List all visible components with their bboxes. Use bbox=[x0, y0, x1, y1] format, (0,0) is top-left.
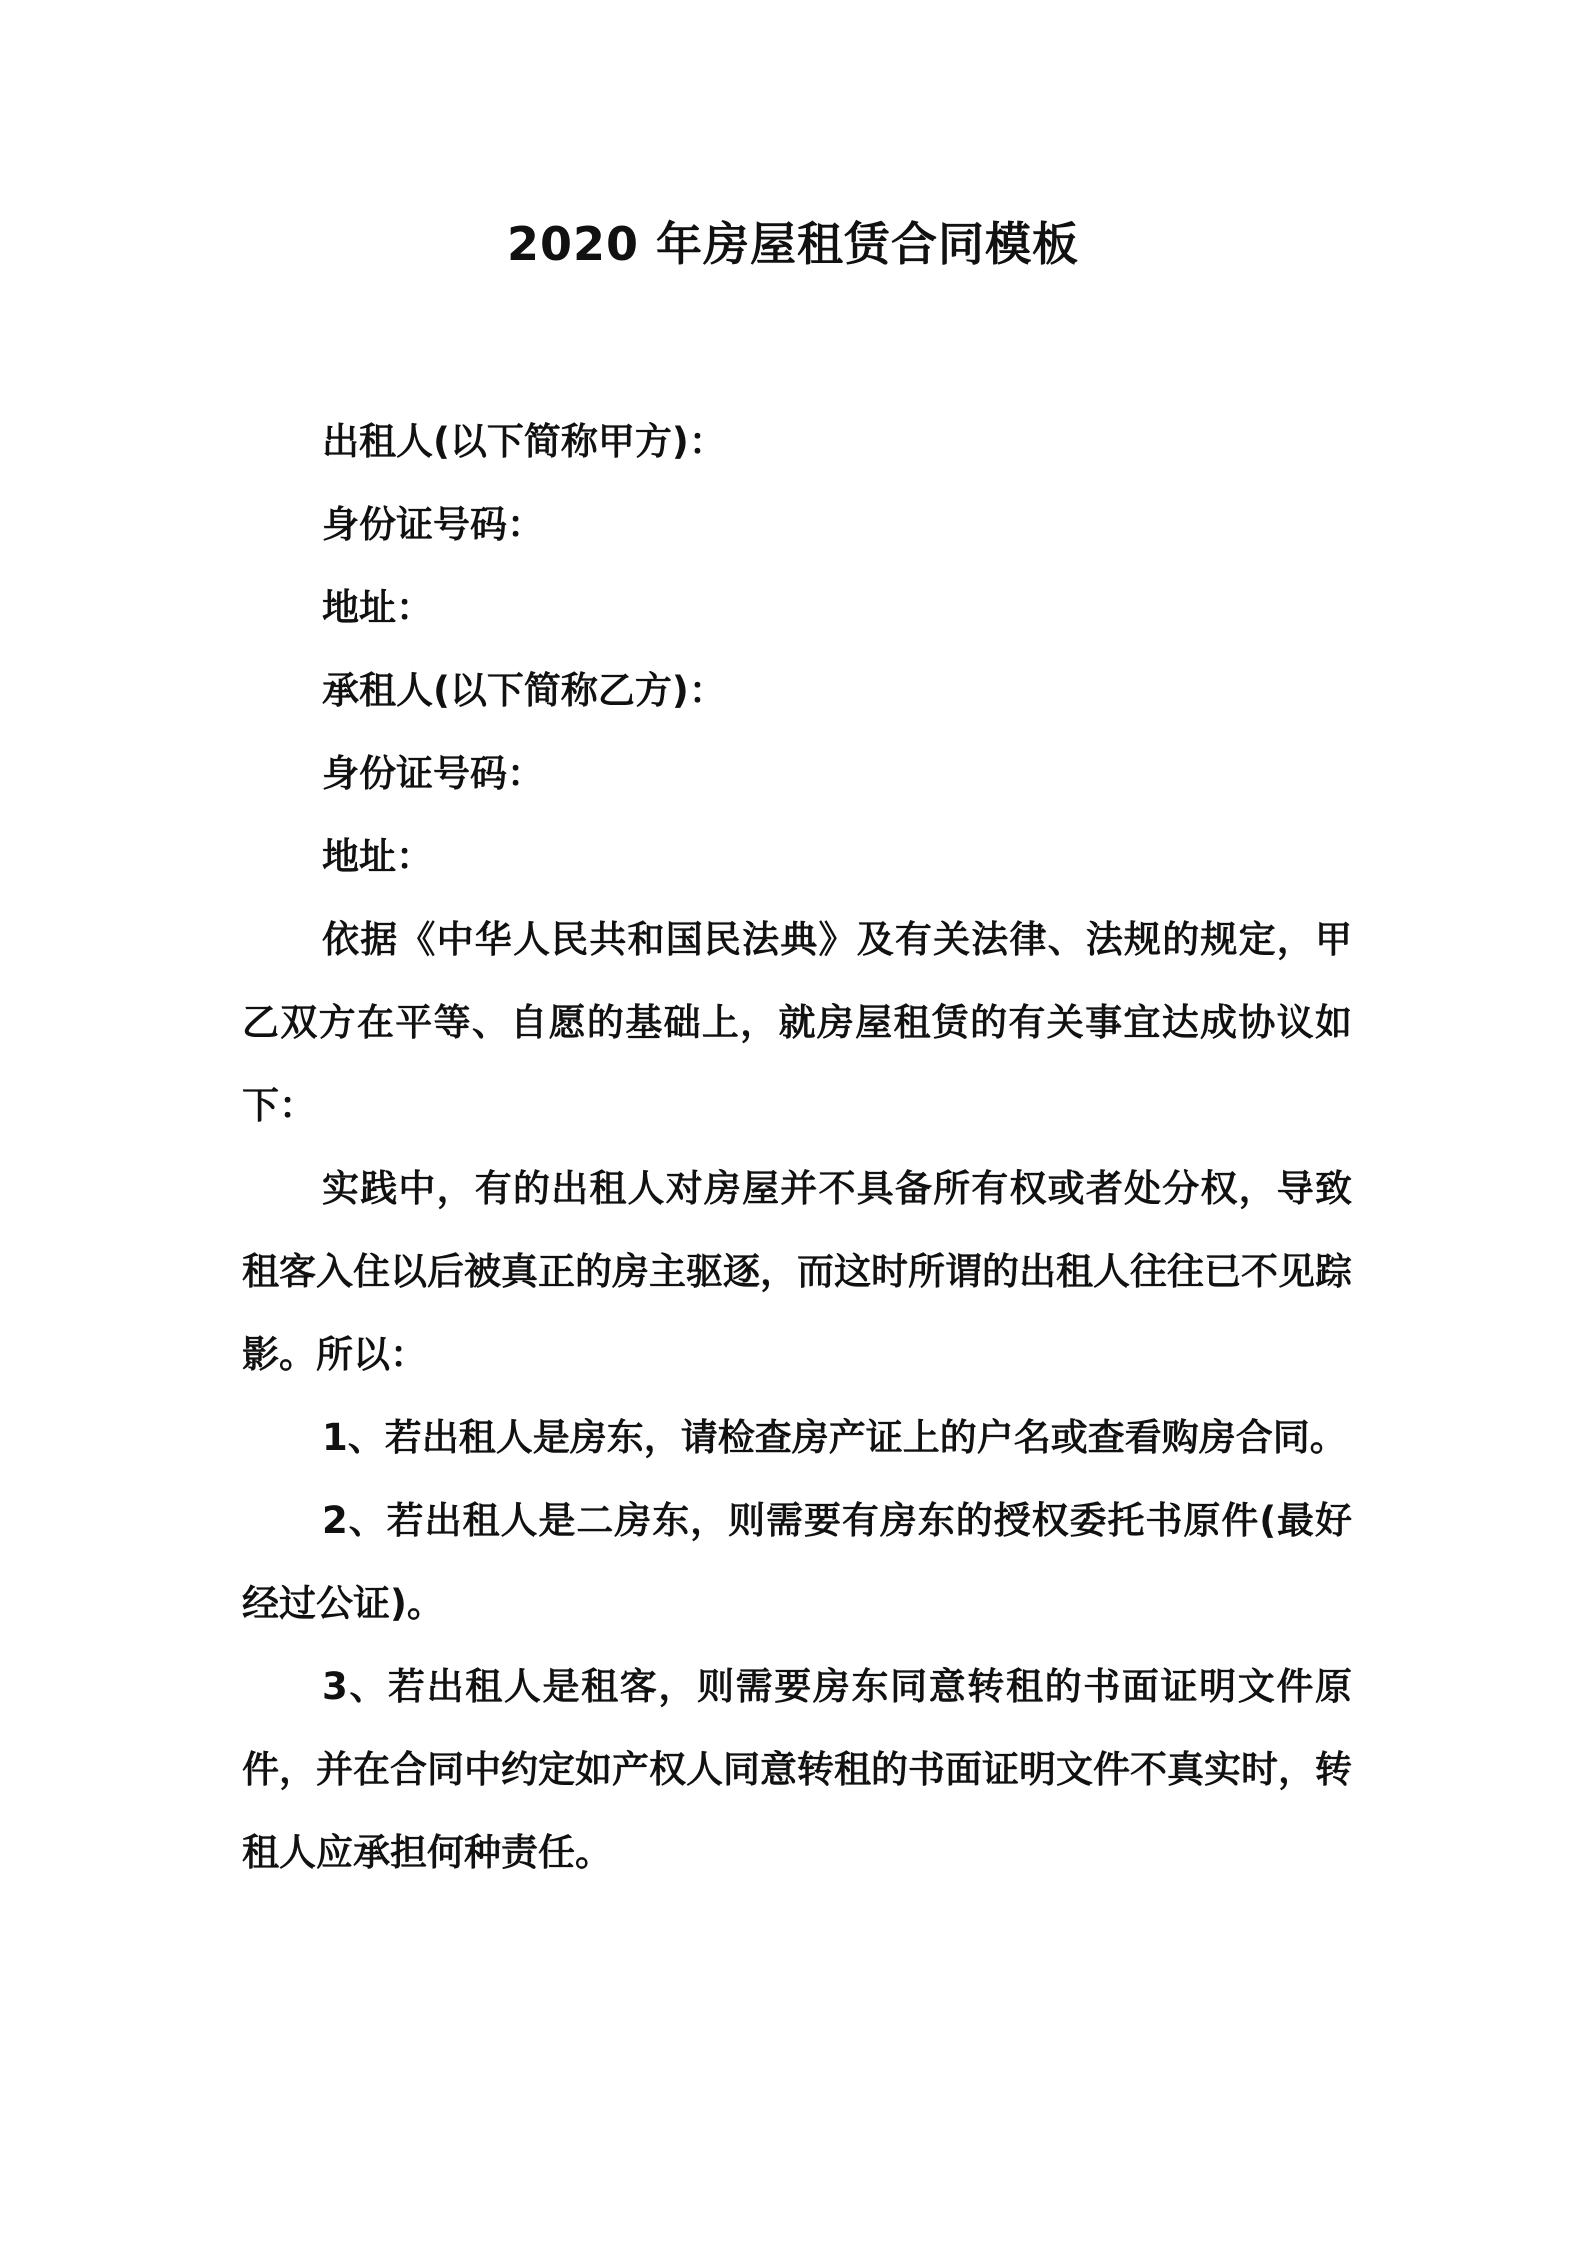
legal-basis-paragraph: 依据《中华人民共和国民法典》及有关法律、法规的规定，甲乙双方在平等、自愿的基础上，就房屋租赁的有关事宜达成协议如下： bbox=[242, 918, 1352, 1127]
note-item-2: 2、若出租人是二房东，则需要有房东的授权委托书原件(最好经过公证)。 bbox=[242, 1499, 1352, 1625]
lessee-address-line: 地址： bbox=[322, 835, 433, 878]
document-body bbox=[242, 400, 1352, 1894]
lessee-id-line: 身份证号码： bbox=[322, 752, 544, 795]
document-title: 2020 年房屋租赁合同模板 bbox=[506, 217, 1080, 271]
lessor-id-line: 身份证号码： bbox=[322, 503, 544, 546]
practice-note-paragraph: 实践中，有的出租人对房屋并不具备所有权或者处分权，导致租客入住以后被真正的房主驱逐，而这时所谓的出租人往往已不见踪影。所以： bbox=[242, 1167, 1352, 1376]
lessor-address-line: 地址： bbox=[322, 586, 433, 629]
note-item-1: 1、若出租人是房东，请检查房产证上的户名或查看购房合同。 bbox=[322, 1416, 1347, 1459]
note-item-3: 3、若出租人是租客，则需要房东同意转租的书面证明文件原件，并在合同中约定如产权人同意转租的书面证明文件不真实时，转租人应承担何种责任。 bbox=[242, 1665, 1352, 1874]
lessor-line: 出租人(以下简称甲方)： bbox=[322, 420, 726, 463]
lessee-line: 承租人(以下简称乙方)： bbox=[322, 669, 726, 712]
